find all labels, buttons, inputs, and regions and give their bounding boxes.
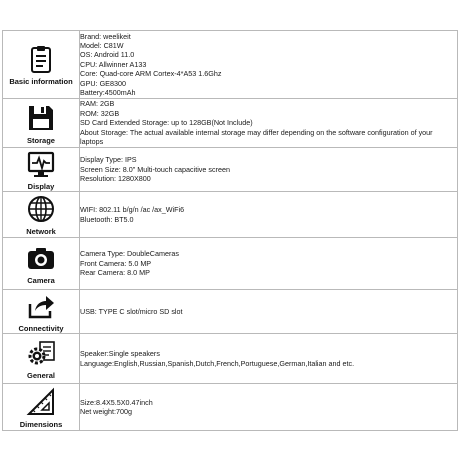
- spec-values: [80, 31, 458, 99]
- spec-line: RAM: 2GB: [80, 99, 115, 109]
- monitor-pulse-icon: [25, 148, 57, 180]
- spec-line: Brand: weelikeit: [80, 31, 131, 41]
- category-label: Network: [26, 227, 56, 236]
- category-cell: [3, 238, 80, 290]
- spec-values: [80, 334, 458, 384]
- spec-values: [80, 148, 458, 192]
- spec-line: Net weight:700g: [80, 407, 132, 416]
- category-label: General: [27, 371, 55, 380]
- category-cell: [3, 31, 80, 99]
- spec-line: ROM: 32GB: [80, 108, 120, 118]
- spec-line: Front Camera: 5.0 MP: [80, 258, 152, 268]
- category-label: Connectivity: [18, 324, 64, 333]
- spec-line: CPU: Allwinner A133: [80, 59, 147, 69]
- category-label: Camera: [27, 276, 55, 285]
- spec-row-display: [3, 148, 458, 192]
- spec-line: Language:English,Russian,Spanish,Dutch,French,Portuguese,German,Italian and etc.: [80, 358, 355, 368]
- spec-line: SD Card Extended Storage: up to 128GB(Not Include): [80, 118, 253, 128]
- category-cell: [3, 99, 80, 148]
- spec-line: Core: Quad-core ARM Cortex-4*A53 1.6Ghz: [80, 69, 222, 79]
- spec-line: WIFI: 802.11 b/g/n /ac /ax_WiFi6: [80, 205, 185, 215]
- category-cell: [3, 384, 80, 431]
- spec-row-dimensions: [3, 384, 458, 431]
- category-label: Display: [27, 182, 55, 191]
- spec-line: Speaker:Single speakers: [80, 349, 160, 359]
- spec-values: [80, 290, 458, 334]
- spec-line: Display Type: IPS: [80, 155, 137, 165]
- spec-line: GPU: GE8300: [80, 78, 126, 88]
- spec-row-storage: [3, 99, 458, 148]
- category-cell: [3, 192, 80, 238]
- spec-line: About Storage: The actual available internal storage may differ depending on the software configuration of your laptops: [80, 127, 433, 147]
- spec-line: Model: C81W: [80, 40, 124, 50]
- category-label: Basic information: [9, 77, 73, 86]
- spec-line: Screen Size: 8.0" Multi-touch capacitive screen: [80, 164, 230, 174]
- spec-line: Battery:4500mAh: [80, 88, 136, 98]
- spec-line: Camera Type: DoubleCameras: [80, 249, 179, 259]
- spec-line: USB: TYPE C slot/micro SD slot: [80, 306, 183, 316]
- spec-row-network: [3, 192, 458, 238]
- category-cell: [3, 148, 80, 192]
- spec-line: Resolution: 1280X800: [80, 174, 151, 184]
- ruler-triangle-icon: [25, 386, 57, 418]
- spec-row-connectivity: [3, 290, 458, 334]
- camera-icon: [25, 242, 57, 274]
- spec-line: OS: Android 11.0: [80, 50, 135, 60]
- spec-values: [80, 238, 458, 290]
- spec-values: [80, 99, 458, 148]
- spec-values: [80, 384, 458, 431]
- category-cell: [3, 290, 80, 334]
- spec-line: Rear Camera: 8.0 MP: [80, 268, 150, 278]
- gear-document-icon: [25, 337, 57, 369]
- share-arrow-icon: [25, 290, 57, 322]
- spec-values: [80, 192, 458, 238]
- category-label: Storage: [27, 135, 55, 145]
- spec-line: Bluetooth: BT5.0: [80, 214, 134, 224]
- spec-line: Size:8.4X5.5X0.47inch: [80, 397, 153, 407]
- spec-row-general: [3, 334, 458, 384]
- category-label: Dimensions: [19, 419, 63, 429]
- floppy-disk-icon: [25, 102, 57, 134]
- category-cell: [3, 334, 80, 384]
- spec-row-basic-information: [3, 31, 458, 99]
- globe-icon: [25, 193, 57, 225]
- spec-row-camera: [3, 238, 458, 290]
- clipboard-icon: [25, 43, 57, 75]
- spec-table: [2, 30, 458, 431]
